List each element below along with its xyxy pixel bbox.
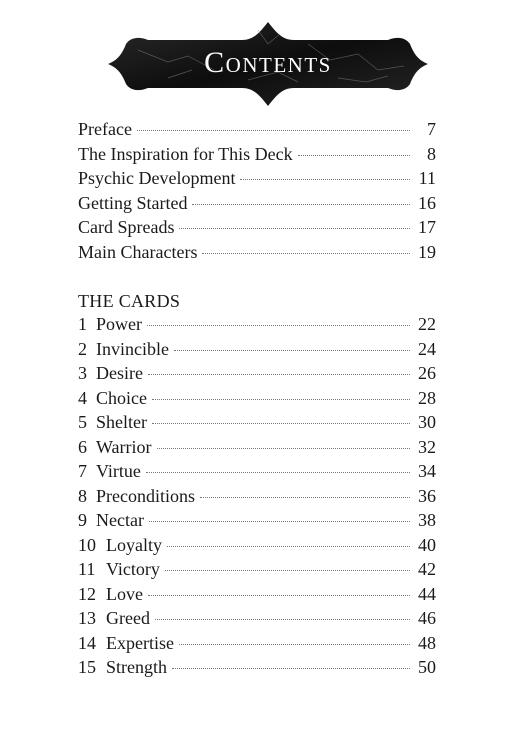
card-number: 1	[78, 314, 87, 334]
card-page-number: 24	[418, 338, 436, 359]
card-entry[interactable]	[78, 533, 436, 558]
dot-leader	[149, 521, 410, 522]
toc-title: Card Spreads	[78, 217, 175, 237]
dot-leader	[155, 619, 410, 620]
card-page-number: 42	[418, 559, 436, 579]
card-page-number: 22	[418, 314, 436, 334]
card-number: 10	[78, 534, 96, 555]
card-title: Warrior	[96, 436, 152, 457]
card-title: Virtue	[96, 461, 141, 481]
card-title: Strength	[106, 657, 167, 677]
card-title: Victory	[106, 559, 160, 579]
dot-leader	[200, 497, 410, 498]
card-title: Loyalty	[106, 534, 162, 555]
dot-leader	[152, 399, 410, 400]
dot-leader	[148, 374, 410, 375]
card-page-number: 30	[418, 412, 436, 432]
card-title: Nectar	[96, 510, 144, 530]
dot-leader	[146, 472, 410, 473]
dot-leader	[152, 423, 410, 424]
card-number: 9	[78, 510, 87, 530]
card-entry[interactable]	[78, 410, 436, 435]
card-title: Preconditions	[96, 485, 195, 506]
card-entry[interactable]	[78, 557, 436, 582]
card-number: 5	[78, 412, 87, 432]
dot-leader	[240, 179, 410, 180]
dot-leader	[192, 204, 410, 205]
toc-page-number: 7	[427, 119, 436, 139]
card-page-number: 32	[418, 436, 436, 457]
card-entry[interactable]	[78, 386, 436, 411]
dot-leader	[165, 570, 410, 571]
card-title: Power	[96, 314, 142, 334]
card-entry[interactable]	[78, 582, 436, 607]
card-number: 7	[78, 461, 87, 481]
card-entry[interactable]	[78, 606, 436, 631]
card-number: 8	[78, 485, 87, 506]
dot-leader	[298, 155, 410, 156]
card-title: Greed	[106, 608, 150, 628]
toc-page-number: 19	[418, 241, 436, 262]
toc-page-number: 17	[418, 217, 436, 237]
card-page-number: 48	[418, 632, 436, 653]
card-entry[interactable]	[78, 459, 436, 484]
card-entry[interactable]	[78, 435, 436, 460]
card-number: 6	[78, 436, 87, 457]
cards-list	[78, 312, 436, 680]
dot-leader	[172, 668, 410, 669]
page-title: Contents	[204, 46, 332, 79]
card-number: 3	[78, 363, 87, 383]
dot-leader	[147, 325, 410, 326]
card-title: Love	[106, 583, 143, 604]
card-page-number: 50	[418, 657, 436, 677]
toc-title: Preface	[78, 119, 132, 139]
section-heading: THE CARDS	[78, 291, 181, 311]
toc-entry[interactable]	[78, 191, 436, 216]
card-page-number: 34	[418, 461, 436, 481]
card-title: Shelter	[96, 412, 147, 432]
card-page-number: 44	[418, 583, 436, 604]
toc-title: Psychic Development	[78, 168, 236, 188]
card-page-number: 28	[418, 387, 436, 408]
dot-leader	[174, 350, 410, 351]
card-title: Choice	[96, 387, 147, 408]
card-title: Invincible	[96, 338, 169, 359]
card-page-number: 36	[418, 485, 436, 506]
dot-leader	[167, 546, 410, 547]
card-page-number: 38	[418, 510, 436, 530]
card-title: Desire	[96, 363, 143, 383]
card-entry[interactable]	[78, 312, 436, 337]
card-number: 14	[78, 632, 96, 653]
card-entry[interactable]	[78, 484, 436, 509]
toc-title: The Inspiration for This Deck	[78, 143, 293, 164]
dot-leader	[137, 130, 410, 131]
card-number: 15	[78, 657, 96, 677]
toc-entry[interactable]	[78, 142, 436, 167]
toc-page-number: 8	[427, 143, 436, 164]
toc-entry[interactable]	[78, 215, 436, 240]
card-page-number: 40	[418, 534, 436, 555]
card-page-number: 26	[418, 363, 436, 383]
card-entry[interactable]	[78, 361, 436, 386]
card-entry[interactable]	[78, 631, 436, 656]
toc-entry[interactable]	[78, 117, 436, 142]
dot-leader	[148, 595, 410, 596]
card-entry[interactable]	[78, 508, 436, 533]
toc-page-number: 16	[418, 192, 436, 213]
card-page-number: 46	[418, 608, 436, 628]
card-entry[interactable]	[78, 655, 436, 680]
dot-leader	[179, 644, 410, 645]
toc-title: Main Characters	[78, 241, 198, 262]
card-number: 2	[78, 338, 87, 359]
card-title: Expertise	[106, 632, 174, 653]
toc-title: Getting Started	[78, 192, 188, 213]
card-number: 13	[78, 608, 96, 628]
toc-entry[interactable]	[78, 166, 436, 191]
dot-leader	[179, 228, 410, 229]
card-number: 12	[78, 583, 96, 604]
card-number: 11	[78, 559, 96, 579]
contents-banner	[108, 20, 428, 108]
front-matter-list	[78, 117, 436, 264]
dot-leader	[202, 253, 410, 254]
toc-entry[interactable]	[78, 240, 436, 265]
dot-leader	[157, 448, 410, 449]
card-entry[interactable]	[78, 337, 436, 362]
card-number: 4	[78, 387, 87, 408]
toc-page-number: 11	[418, 168, 436, 188]
